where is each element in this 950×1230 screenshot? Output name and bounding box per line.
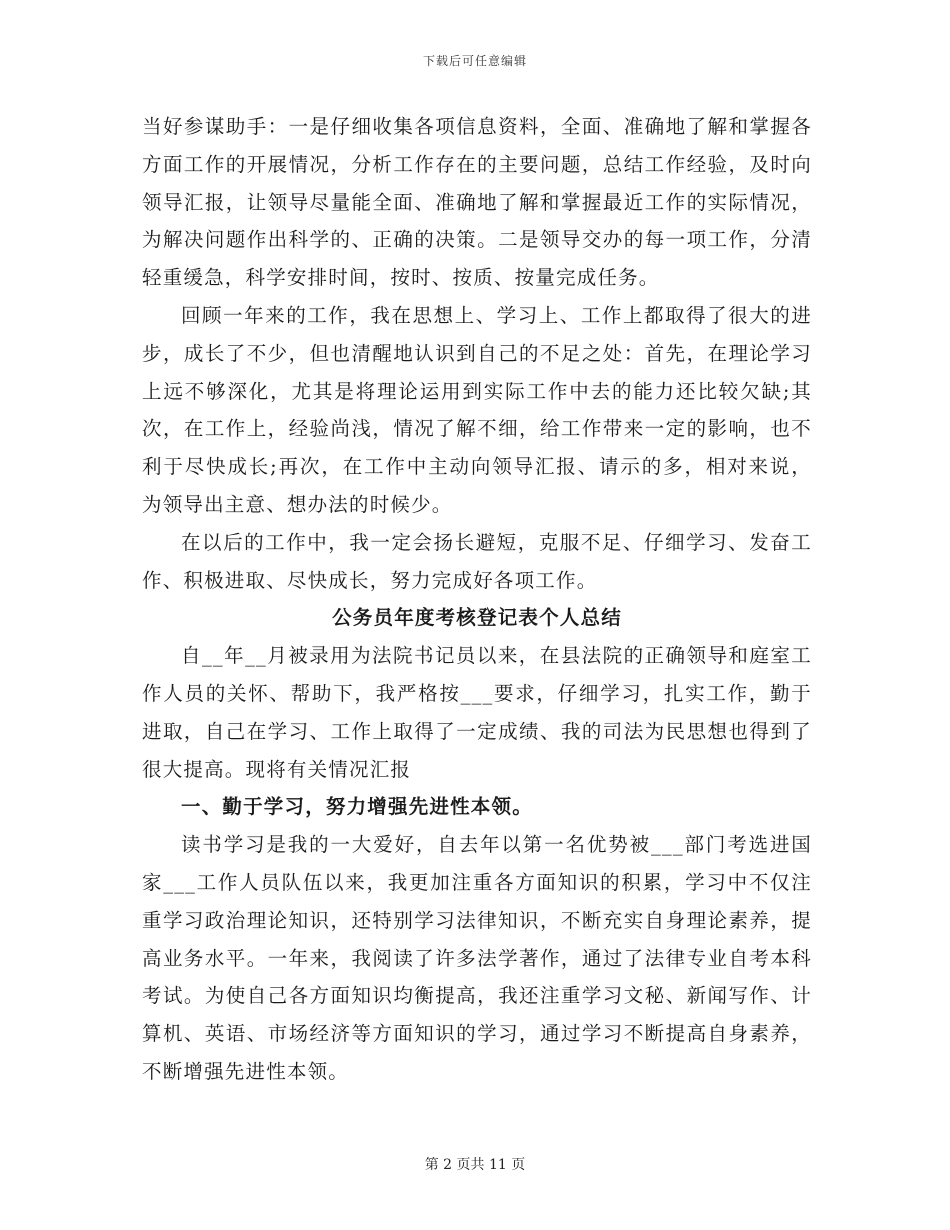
page-footer: 第 2 页共 11 页 [424,1157,526,1173]
section-title: 公务员年度考核登记表个人总结 [332,606,622,630]
page-header: 下载后可任意编辑 [422,54,527,68]
section-heading-1: 一、勤于学习，努力增强先进性本领。 [181,795,533,819]
paragraph-3: 在以后的工作中，我一定会扬长避短，克服不足、仔细学习、发奋工作、积极进取、尽快成长，努力完成好各项工作。 [142,530,812,592]
paragraph-5: 读书学习是我的一大爱好，自去年以第一名优势被___部门考选进国家___工作人员队伍以来，我更加注重各方面知识的积累，学习中不仅注重学习政治理论知识，还特别学习法律知识，不断充实自身理论素养，提高业务水平。一年来，我阅读了许多法学著作，通过了法律专业自考本科考试。为使自己各方面知识均衡提高，我还注重学习文秘、新闻写作、计算机、英语、市场经济等方面知识的学习，通过学习不断提高自身素养，不断增强先进性本领。 [142,833,812,1083]
paragraph-4: 自__年__月被录用为法院书记员以来，在县法院的正确领导和庭室工作人员的关怀、帮助下，我严格按___要求，仔细学习，扎实工作，勤于进取，自己在学习、工作上取得了一定成绩、我的司法为民思想也得到了很大提高。现将有关情况汇报 [142,644,812,781]
paragraph-1: 当好参谋助手：一是仔细收集各项信息资料，全面、准确地了解和掌握各方面工作的开展情况，分析工作存在的主要问题，总结工作经验，及时向领导汇报，让领导尽量能全面、准确地了解和掌握最近工作的实际情况，为解决问题作出科学的、正确的决策。二是领导交办的每一项工作，分清轻重缓急，科学安排时间，按时、按质、按量完成任务。 [142,115,812,290]
document-body [142,108,812,1091]
paragraph-2: 回顾一年来的工作，我在思想上、学习上、工作上都取得了很大的进步，成长了不少，但也清醒地认识到自己的不足之处：首先，在理论学习上远不够深化，尤其是将理论运用到实际工作中去的能力还比较欠缺;其次，在工作上，经验尚浅，情况了解不细，给工作带来一定的影响，也不利于尽快成长;再次，在工作中主动向领导汇报、请示的多，相对来说，为领导出主意、想办法的时候少。 [142,303,812,516]
